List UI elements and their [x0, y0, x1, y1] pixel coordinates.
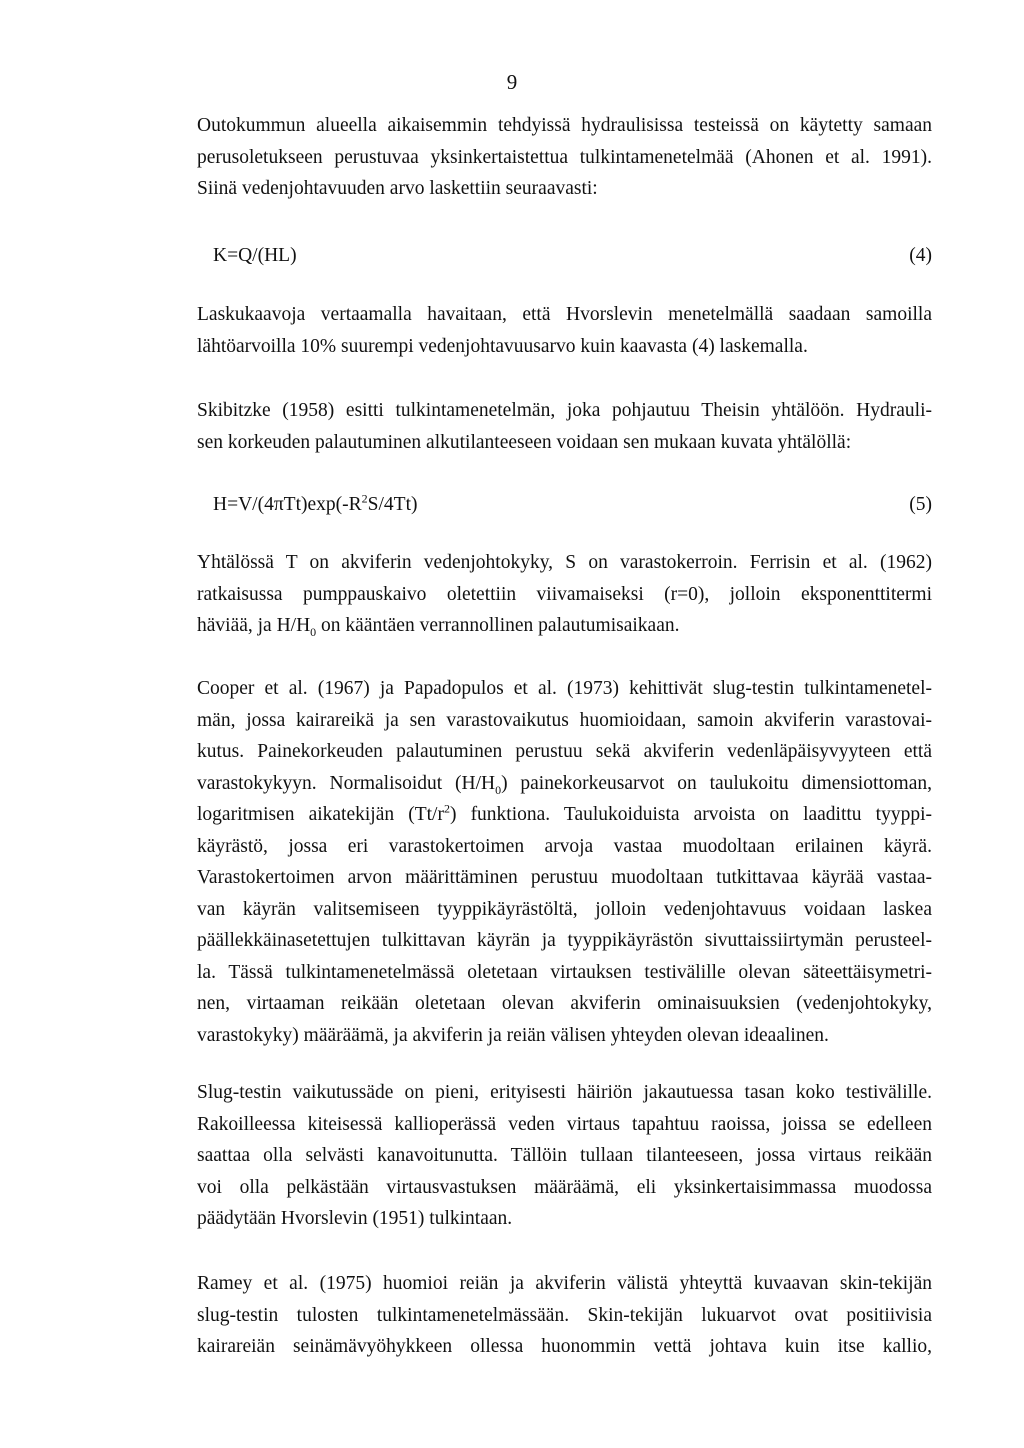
paragraph-1 — [197, 110, 932, 205]
text-line: ratkaisussa pumppauskaivo oletettiin viivamaiseksi (r=0), jolloin eksponenttitermi — [197, 583, 932, 605]
equation-number: (5) — [909, 494, 932, 515]
text-line: varastokykyyn. Normalisoidut $(H/H_0)$ painekorkeusarvot on taulukoitu dimensiottoman, — [197, 772, 933, 797]
text-line: logaritmisen aikatekijän $(Tt/r^2)$ funktiona. Taulukoiduista arvoista on laadittu tyyppi- — [197, 801, 932, 825]
text-line: Skibitzke (1958) esitti tulkintamenetelmän, joka pohjautuu Theisin yhtälöön. Hydrauli- — [197, 400, 932, 421]
text-line: slug-testin tulosten tulkintamenetelmässään. Skin-tekijän lukuarvot ovat positiivisia — [197, 1304, 932, 1326]
text-line: sen korkeuden palautuminen alkutilanteeseen voidaan sen mukaan kuvata yhtälöllä: — [197, 431, 852, 453]
text-line: päädytään Hvorslevin (1951) tulkintaan. — [197, 1208, 513, 1229]
text-line: Cooper et al. (1967) ja Papadopulos et al. (1973) kehittivät slug-testin tulkintamenetel- — [197, 678, 932, 699]
text-line: lähtöarvoilla 10% suurempi vedenjohtavuusarvo kuin kaavasta (4) laskemalla. — [197, 335, 808, 357]
paragraph-4 — [197, 547, 932, 642]
text-line: häviää, ja $H/H_0$ on kääntäen verrannollinen palautumisaikaan. — [197, 615, 680, 639]
text-line: kairareiän seinämävyöhykkeen ollessa huonommin vettä johtava kuin itse kallio, — [197, 1336, 932, 1357]
text-line: Ramey et al. (1975) huomioi reiän ja akviferin välistä yhteyttä kuvaavan skin-tekijän — [197, 1273, 932, 1294]
subscript: 0 — [495, 782, 502, 797]
text-line: perusoletukseen perustuvaa yksinkertaistettua tulkintamenetelmää (Ahonen et al. 1991). — [197, 146, 932, 168]
subscript: 0 — [310, 624, 317, 639]
text-line: kutus. Painekorkeuden palautuminen perustuu sekä akviferin vedenläpäisyvyyteen että — [197, 741, 932, 762]
equation-part: H=V/(4πTt)exp(-R — [213, 494, 362, 515]
equation-part: S/4Tt) — [367, 494, 418, 515]
text-line: Rakoilleessa kiteisessä kallioperässä veden virtaus tapahtuu raoissa, joissa se edelleen — [197, 1113, 932, 1135]
paragraph-5 — [197, 673, 932, 1051]
text-line: Outokummun alueella aikaisemmin tehdyissä hydraulisissa testeissä on käytetty samaan — [197, 115, 932, 136]
paragraph-2 — [197, 299, 932, 362]
text-line: saattaa olla selvästi kanavoitunutta. Tällöin tullaan tilanteeseen, jossa virtaus reikään — [197, 1145, 932, 1166]
paragraph-6 — [197, 1077, 932, 1235]
text-line: käyrästö, jossa eri varastokertoimen arvoja vastaa muodoltaan erilainen käyrä. — [197, 835, 932, 857]
text-line: varastokyky) määräämä, ja akviferin ja reiän välisen yhteyden olevan ideaalinen. — [197, 1024, 829, 1046]
equation-expression — [213, 489, 417, 521]
text-line: Yhtälössä T on akviferin vedenjohtokyky, S on varastokerroin. Ferrisin et al. (1962) — [197, 552, 932, 573]
text-line: van käyrän valitsemiseen tyyppikäyrästöltä, jolloin vedenjohtavuus voidaan laskea — [197, 898, 932, 920]
text-line: voi olla pelkästään virtausvastuksen määräämä, eli yksinkertaisimmassa muodossa — [197, 1176, 932, 1198]
superscript: 2 — [443, 801, 450, 816]
text-line: la. Tässä tulkintamenetelmässä oletetaan virtauksen testivälille olevan säteettäisymetri- — [197, 961, 932, 983]
text-line: män, jossa kairareikä ja sen varastovaikutus huomioidaan, samoin akviferin varastovai- — [197, 709, 932, 731]
paragraph-3 — [197, 395, 932, 458]
text-line: päällekkäinasetettujen tulkittavan käyrän ja tyyppikäyrästön sivuttaissiirtymän perusteel- — [197, 930, 932, 951]
text-line: Laskukaavoja vertaamalla havaitaan, että Hvorslevin menetelmällä saadaan samoilla — [197, 304, 932, 325]
text-line: Slug-testin vaikutussäde on pieni, erityisesti häiriön jakautuessa tasan koko testivälille. — [197, 1082, 932, 1103]
page-number: 9 — [506, 70, 518, 94]
equation-number: (4) — [909, 245, 932, 266]
text-line: Varastokertoimen arvon määrittäminen perustuu muodoltaan tutkittavaa käyrää vastaa- — [197, 867, 932, 888]
text-line: Siinä vedenjohtavuuden arvo laskettiin seuraavasti: — [197, 178, 598, 199]
equation-superscript: 2 — [361, 491, 368, 506]
paragraph-7 — [197, 1268, 932, 1363]
equation-expression: K=Q/(HL) — [213, 245, 297, 266]
text-line: nen, virtaaman reikään oletetaan olevan akviferin ominaisuuksien (vedenjohtokyky, — [197, 993, 932, 1014]
